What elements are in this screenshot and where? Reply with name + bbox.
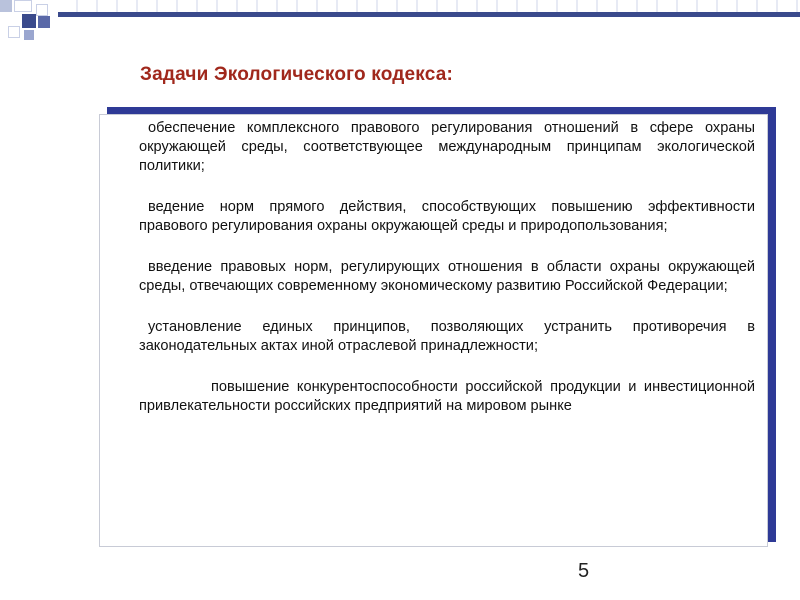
- task-item: [139, 318, 755, 356]
- task-item-text: установление единых принципов, позволяющих устранить противоречия в законодательных актах иной отраслевой принадлежности;: [139, 319, 755, 354]
- decorative-square: [24, 30, 34, 40]
- decorative-square: [38, 16, 50, 28]
- header-accent-bar: [58, 12, 800, 17]
- task-item-text: обеспечение комплексного правового регулирования отношений в сфере охраны окружающей среды, соответствующее международным принципам экологической политики;: [139, 120, 755, 174]
- task-item-text: повышение конкурентоспособности российской продукции и инвестиционной привлекательности российских предприятий на мировом рынке: [139, 379, 755, 414]
- task-item-text: ведение норм прямого действия, способствующих повышению эффективности правового регулирования охраны окружающей среды и природопользования;: [139, 199, 755, 234]
- decorative-square: [8, 26, 20, 38]
- task-item-text: введение правовых норм, регулирующих отношения в области охраны окружающей среды, отвечающих современному экономическому развитию Российской Федерации;: [139, 259, 755, 294]
- decorative-square: [14, 0, 32, 12]
- task-item: [139, 119, 755, 176]
- task-item: [139, 198, 755, 236]
- decorative-square: [22, 14, 36, 28]
- page-number: 5: [578, 560, 590, 582]
- slide-title: Задачи Экологического кодекса:: [140, 64, 454, 85]
- task-item: [139, 258, 755, 296]
- decorative-square: [0, 0, 12, 12]
- decorative-square: [36, 4, 48, 16]
- content-box: [99, 114, 768, 547]
- task-item: [139, 378, 755, 416]
- header-decorative-stripe: [58, 0, 800, 12]
